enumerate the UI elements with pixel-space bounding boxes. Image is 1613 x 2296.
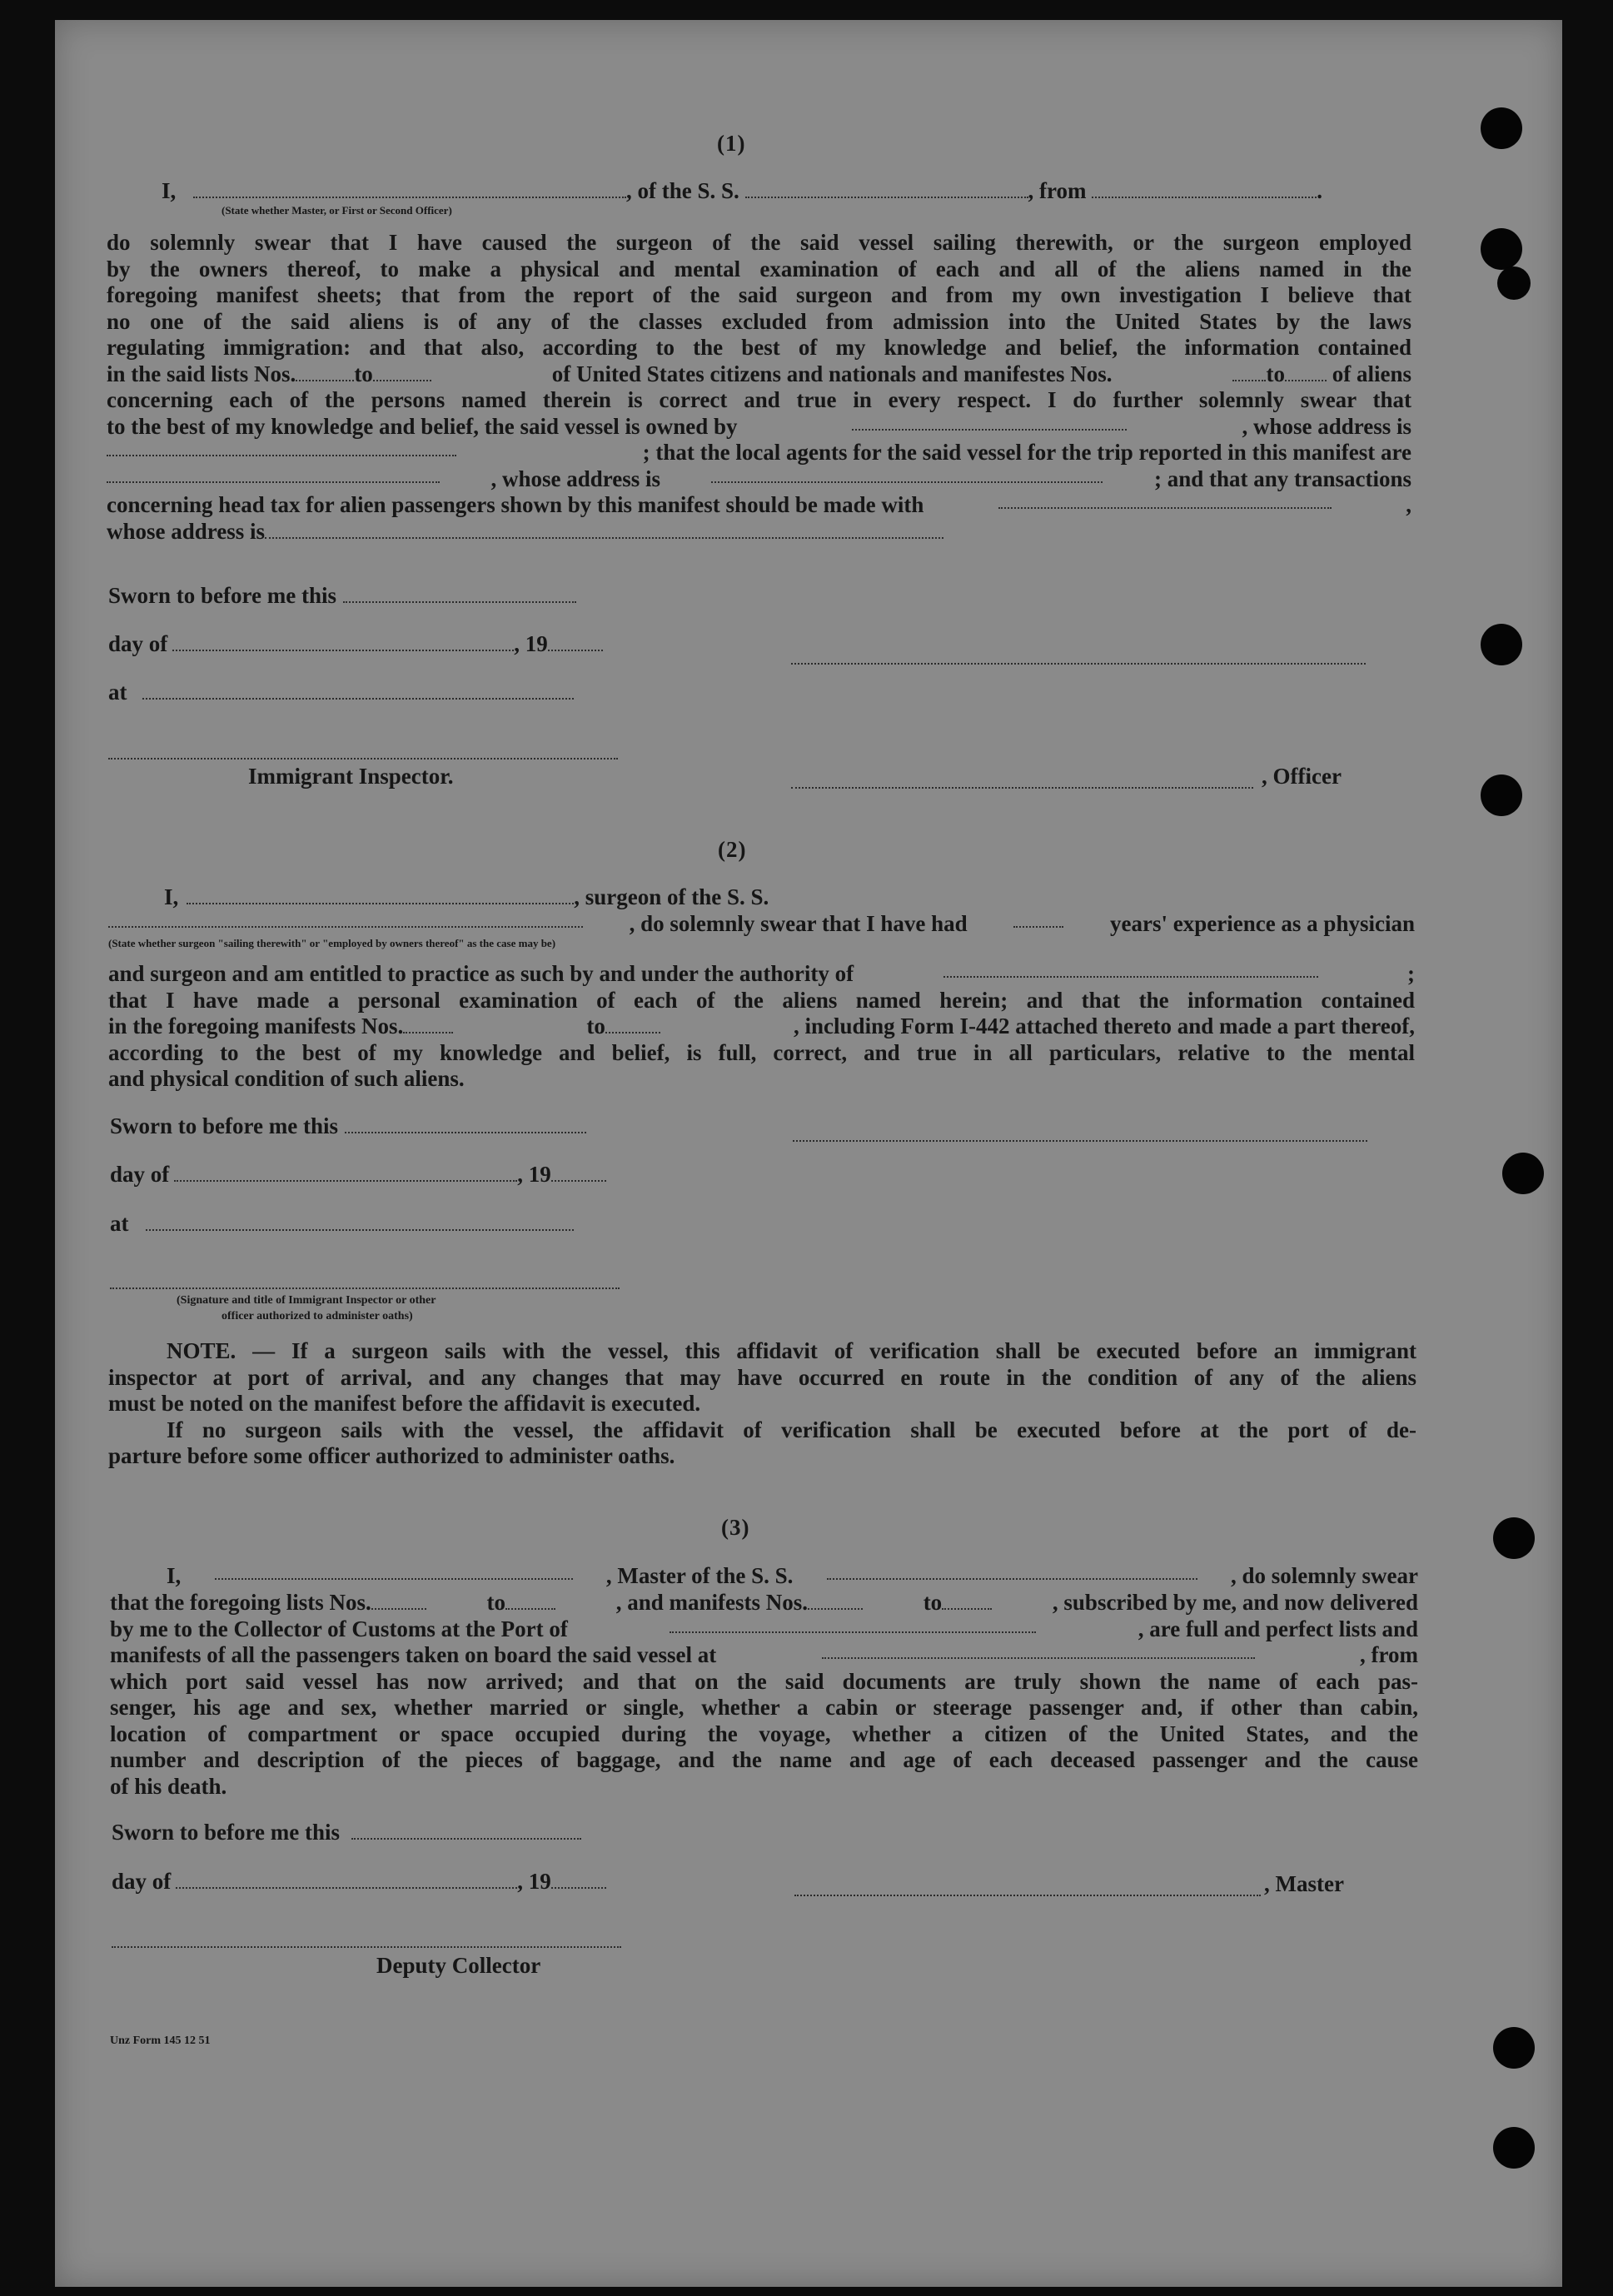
section-3-number: (3) (721, 1515, 750, 1540)
s3-body-line: number and description of the pieces of baggage, and the name and age of each deceased passenger and the cause (110, 1747, 1418, 1772)
s3-i: I, (167, 1563, 182, 1588)
s3-deputy-signature-line[interactable] (112, 1945, 621, 1948)
s1-headtax-comma: , (1406, 492, 1411, 517)
s1-sworn-blank[interactable] (343, 586, 576, 603)
s2-manifests-c: , including Form I-442 attached thereto and made a part thereof, (794, 1014, 1415, 1038)
s1-at-text: at (108, 680, 127, 705)
s3-deputy-label: Deputy Collector (376, 1953, 541, 1978)
s3-line4-b: , from (1360, 1642, 1418, 1667)
s2-sig-note-2: officer authorized to administer oaths) (222, 1310, 413, 1322)
s2-at-text: at (110, 1211, 129, 1236)
s1-from: , from (1028, 178, 1087, 203)
s1-agents-blank[interactable] (107, 466, 440, 483)
s2-body-line: according to the best of my knowledge and belief, is full, correct, and true in all particulars, relative to the mental (108, 1039, 1415, 1065)
note-line: inspector at port of arrival, and any changes that may have occurred en route in the condition of any of the aliens (108, 1364, 1416, 1390)
s2-authority-line (108, 961, 1415, 988)
s2-year-prefix: , 19 (517, 1162, 551, 1187)
s2-sworn (110, 1113, 586, 1139)
s1-headtax-text: concerning head tax for alien passengers shown by this manifest should be made with (107, 492, 924, 517)
s1-day-of-text: day of (108, 631, 168, 656)
s2-surgeon-of: , surgeon of the S. S. (574, 884, 769, 909)
s3-master-signature-line[interactable] (794, 1894, 1261, 1896)
s1-officer-blank[interactable] (193, 182, 626, 198)
s3-line3-b: , are full and perfect lists and (1138, 1616, 1418, 1641)
punch-hole (1502, 1153, 1544, 1194)
s2-line2-b: years' experience as a physician (1110, 911, 1415, 936)
s3-line3 (110, 1616, 1418, 1643)
s2-year-blank[interactable] (551, 1165, 606, 1182)
s1-agents-text: ; that the local agents for the said vessel for the trip reported in this manifest are (642, 440, 1411, 465)
note-line: parture before some officer authorized to administer oaths. (108, 1443, 675, 1468)
s3-line4 (110, 1642, 1418, 1669)
punch-hole (1481, 228, 1522, 270)
s3-list-from-blank[interactable] (371, 1593, 426, 1610)
s1-inspector-label: Immigrant Inspector. (248, 764, 454, 789)
s1-body-line: no one of the said aliens is of any of the classes excluded from admission into the United States by the laws (107, 308, 1411, 334)
s3-line3-a: by me to the Collector of Customs at the Port of (110, 1616, 568, 1641)
s1-officer-note: (State whether Master, or First or Second Officer) (222, 204, 452, 217)
s1-of-ss: , of the S. S. (626, 178, 739, 203)
s2-years-blank[interactable] (1013, 911, 1063, 928)
s1-sworn-text: Sworn to before me this (108, 583, 336, 608)
s2-line1 (164, 884, 769, 910)
s2-at (110, 1211, 574, 1237)
s1-period: . (1317, 178, 1323, 203)
s1-manifest-to-blank[interactable] (1285, 365, 1327, 381)
s2-sig-note-1: (Signature and title of Immigrant Inspector or other (177, 1294, 436, 1307)
s1-officer-label: , Officer (1262, 764, 1342, 789)
s1-agents-line (107, 440, 1411, 466)
s1-owned-line (107, 414, 1411, 441)
s1-list-from-blank[interactable] (296, 365, 354, 381)
s3-body-line: which port said vessel has now arrived; and that on the said documents are truly shown the name of each pas- (110, 1668, 1418, 1694)
s3-body-line: location of compartment or space occupied during the voyage, whether a citizen of the United States, and the (110, 1721, 1418, 1746)
s1-from-blank[interactable] (1092, 182, 1317, 198)
section-1-number: (1) (717, 131, 746, 156)
s1-headtax-address-blank[interactable] (265, 522, 943, 539)
s1-owned-b: , whose address is (1242, 413, 1411, 439)
section-2-number: (2) (718, 837, 747, 862)
s3-line2-c: , and manifests Nos. (615, 1590, 808, 1615)
s1-sworn (108, 583, 576, 609)
s3-list-to-blank[interactable] (505, 1593, 555, 1610)
section-1-body (107, 230, 1411, 545)
s2-line2-a: , do solemnly swear that I have had (629, 911, 968, 936)
s1-body-line: by the owners thereof, to make a physical and mental examination of each and all of the aliens named in the (107, 256, 1411, 281)
s3-year-prefix: , 19 (517, 1869, 551, 1894)
punch-hole (1493, 2127, 1535, 2169)
s2-authority-blank[interactable] (943, 961, 1318, 978)
s1-owner-blank[interactable] (852, 414, 1127, 431)
s2-surgeon-note: (State whether surgeon "sailing therewith" or "employed by owners thereof" as the case may be) (108, 937, 556, 949)
s2-sworn-text: Sworn to before me this (110, 1113, 338, 1138)
punch-hole (1481, 107, 1522, 149)
s2-manifests-a: in the foregoing manifests Nos. (108, 1014, 404, 1038)
s1-whose-address: whose address is (107, 518, 266, 544)
s1-ship-blank[interactable] (745, 182, 1028, 198)
s2-day-blank[interactable] (174, 1165, 517, 1182)
s2-surgeon-name-blank[interactable] (187, 888, 574, 904)
s1-i: I, (162, 178, 177, 203)
s3-sworn-blank[interactable] (351, 1823, 581, 1840)
s3-day-blank[interactable] (176, 1872, 517, 1889)
s2-authority-b: ; (1406, 961, 1415, 986)
s2-manifests-b: to (586, 1014, 605, 1038)
s2-manifest-to-blank[interactable] (605, 1017, 660, 1033)
section-2-body (108, 961, 1415, 1093)
s1-at (108, 680, 574, 705)
s3-embark-port-blank[interactable] (822, 1642, 1255, 1659)
s1-year-blank[interactable] (548, 635, 603, 651)
s1-lists-b: to (354, 361, 373, 386)
s3-swear: , do solemnly swear (1231, 1563, 1418, 1588)
s1-headtax-line (107, 492, 1411, 519)
s1-lists-e: of aliens (1332, 361, 1411, 386)
s3-sworn (112, 1820, 581, 1845)
s1-line1 (162, 178, 1322, 204)
s3-line4-a: manifests of all the passengers taken on board the said vessel at (110, 1642, 717, 1667)
s1-year-prefix: , 19 (514, 631, 548, 656)
s1-agents-addr-b: ; and that any transactions (1153, 466, 1411, 491)
s3-day-of (112, 1869, 606, 1895)
s3-last-line: of his death. (110, 1773, 227, 1799)
s1-lists-a: in the said lists Nos. (107, 361, 296, 386)
s3-day-of-text: day of (112, 1869, 172, 1894)
s3-sworn-text: Sworn to before me this (112, 1820, 340, 1845)
s3-manifest-from-blank[interactable] (808, 1593, 863, 1610)
punch-hole (1497, 266, 1531, 300)
s2-manifest-from-blank[interactable] (403, 1017, 453, 1033)
s3-line2-b: to (486, 1590, 505, 1615)
s1-agents-address-blank[interactable] (711, 466, 1103, 483)
s2-surgeon-kind-blank[interactable] (108, 911, 583, 928)
s2-surgeon-signature-line[interactable] (793, 1139, 1367, 1142)
punch-hole (1493, 1517, 1535, 1559)
s3-line2-a: that the foregoing lists Nos. (110, 1590, 371, 1615)
form-number: Unz Form 145 12 51 (110, 2035, 211, 2047)
s1-inspector-signature-line[interactable] (108, 757, 618, 760)
punch-hole (1481, 624, 1522, 665)
s3-year-blank[interactable] (551, 1872, 606, 1889)
s2-body-line: that I have made a personal examination of each of the aliens named herein; and that the information contained (108, 987, 1415, 1013)
s2-day-of (110, 1162, 606, 1188)
s3-manifest-to-blank[interactable] (942, 1593, 992, 1610)
s1-list-to-blank[interactable] (373, 365, 431, 381)
s3-body-line: senger, his age and sex, whether married or single, whether a cabin or steerage passenger and, if other than cabin, (110, 1695, 1418, 1720)
s3-master-label: , Master (1264, 1871, 1344, 1896)
s1-agents-addr-a: , whose address is (490, 466, 661, 491)
s3-ship-blank[interactable] (827, 1563, 1197, 1580)
s2-manifests-line (108, 1014, 1415, 1040)
s1-headtax-blank[interactable] (998, 492, 1332, 509)
s3-line2 (110, 1590, 1418, 1616)
s3-line2-e: , subscribed by me, and now delivered (1052, 1590, 1418, 1615)
s1-lists-c: of United States citizens and nationals and manifestes Nos. (551, 361, 1113, 386)
note-line: must be noted on the manifest before the affidavit is executed. (108, 1391, 701, 1416)
s1-manifest-from-blank[interactable] (1232, 365, 1266, 381)
document-page (55, 20, 1562, 2287)
s2-day-of-text: day of (110, 1162, 170, 1187)
s1-at-blank[interactable] (142, 683, 574, 700)
punch-hole (1481, 774, 1522, 816)
s1-lists-line (107, 361, 1411, 388)
s3-line1 (167, 1563, 1418, 1589)
s1-day-blank[interactable] (172, 635, 514, 651)
s3-master-of: , Master of the S. S. (605, 1563, 794, 1588)
s2-at-blank[interactable] (146, 1214, 574, 1231)
s3-port-blank[interactable] (670, 1616, 1036, 1633)
note-block (108, 1338, 1416, 1470)
s1-body-line: concerning each of the persons named therein is correct and true in every respect. I do further solemnly swear that (107, 387, 1411, 412)
s3-line2-d: to (923, 1590, 943, 1615)
s1-officer-signature-line[interactable] (791, 786, 1253, 789)
s1-body-line: do solemnly swear that I have caused the surgeon of the said vessel sailing therewith, or the surgeon employed (107, 230, 1411, 255)
s1-whose-address-line (107, 519, 1411, 545)
punch-hole (1493, 2027, 1535, 2069)
s1-agents-addr-line (107, 466, 1411, 493)
s2-last-line: and physical condition of such aliens. (108, 1066, 465, 1091)
section-3-body (110, 1590, 1418, 1800)
s2-i: I, (164, 884, 179, 909)
s1-owned-a: to the best of my knowledge and belief, the said vessel is owned by (107, 413, 738, 439)
s1-body-line: foregoing manifest sheets; that from the report of the said surgeon and from my own investigation I believe that (107, 282, 1411, 307)
s2-authority-a: and surgeon and am entitled to practice as such by and under the authority of (108, 961, 854, 986)
note-line: If no surgeon sails with the vessel, the affidavit of verification shall be executed before at the port of de- (167, 1417, 1416, 1442)
s1-master-signature-line[interactable] (791, 662, 1366, 665)
s2-inspector-signature-line[interactable] (110, 1287, 620, 1289)
s1-body-line: regulating immigration: and that also, according to the best of my knowledge and belief, the information contained (107, 335, 1411, 360)
s2-line2 (108, 911, 1415, 937)
s1-owner-address-blank[interactable] (107, 440, 456, 456)
note-line: NOTE. — If a surgeon sails with the vessel, this affidavit of verification shall be executed before an immigrant (167, 1338, 1416, 1363)
s1-day-of (108, 631, 603, 657)
s3-master-name-blank[interactable] (215, 1563, 573, 1580)
s2-sworn-blank[interactable] (345, 1117, 586, 1133)
s1-lists-d: to (1266, 361, 1285, 386)
